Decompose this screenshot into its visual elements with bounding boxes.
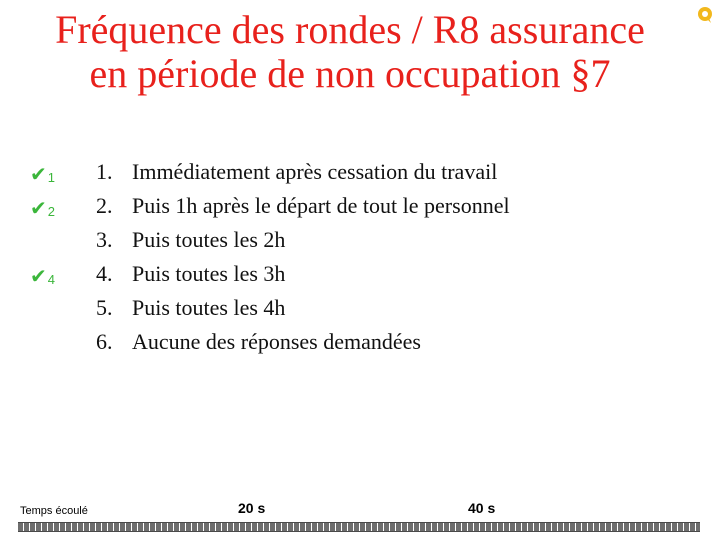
option-number: 5. <box>96 295 113 320</box>
option-text: Aucune des réponses demandées <box>132 329 421 354</box>
timer-mark-20s: 20 s <box>238 500 266 516</box>
check-label: 4 <box>47 272 55 287</box>
option-text: Puis 1h après le départ de tout le personnel <box>132 193 510 218</box>
option-number: 6. <box>96 329 113 354</box>
option-number: 1. <box>96 159 113 184</box>
option-number: 3. <box>96 227 113 252</box>
timer-mark-40s: 40 s <box>468 500 496 516</box>
answer-option-4[interactable] <box>96 257 285 291</box>
answer-option-3[interactable] <box>96 223 285 257</box>
speech-bubble-icon <box>696 6 714 24</box>
elapsed-time-label: Temps écoulé <box>20 505 88 517</box>
option-number: 4. <box>96 261 113 286</box>
check-label: 2 <box>47 204 55 219</box>
checkmark-icon: ✔ <box>30 164 47 186</box>
title-line-2: en période de non occupation §7 <box>89 51 611 96</box>
check-item <box>30 257 70 287</box>
answer-option-1[interactable] <box>96 155 497 189</box>
check-label: 1 <box>47 170 55 185</box>
option-text: Puis toutes les 3h <box>132 261 286 286</box>
option-text: Puis toutes les 4h <box>132 295 286 320</box>
option-text: Immédiatement après cessation du travail <box>132 159 498 184</box>
option-number: 2. <box>96 193 113 218</box>
title-line-1: Fréquence des rondes / R8 assurance <box>55 7 645 52</box>
answer-option-6[interactable] <box>96 325 421 359</box>
timer-progress-bar <box>18 522 700 532</box>
option-text: Puis toutes les 2h <box>132 227 286 252</box>
checkmark-icon: ✔ <box>30 198 47 220</box>
answer-option-2[interactable] <box>96 189 510 223</box>
slide-title <box>0 8 700 96</box>
check-item <box>30 189 70 219</box>
answer-option-5[interactable] <box>96 291 285 325</box>
checkmark-icon: ✔ <box>30 266 47 288</box>
check-item <box>30 155 70 185</box>
